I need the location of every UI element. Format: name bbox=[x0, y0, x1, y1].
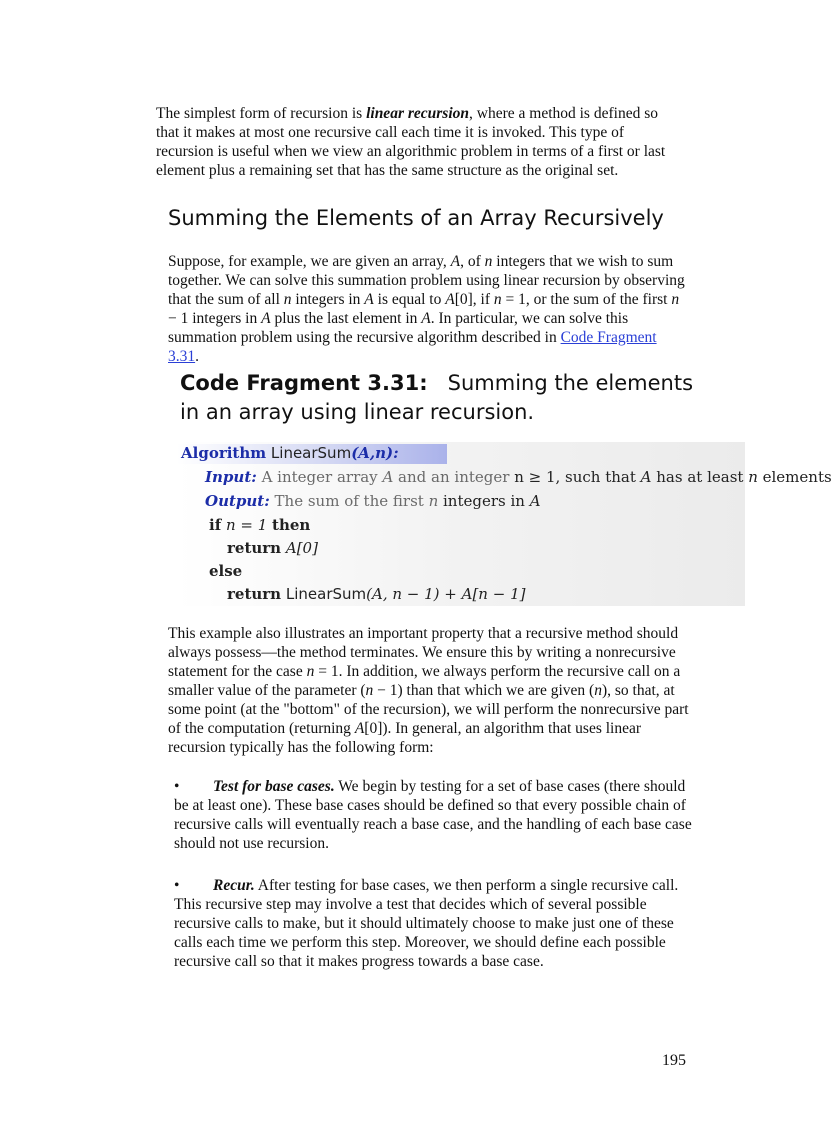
para2-text: − 1 integers in bbox=[168, 310, 262, 327]
algorithm-signature: (A,n): bbox=[351, 444, 399, 462]
return-keyword: return bbox=[227, 585, 282, 603]
code-fragment-label: Code Fragment 3.31: bbox=[180, 371, 428, 395]
termination-paragraph bbox=[168, 624, 698, 757]
math-var: n bbox=[428, 492, 439, 510]
para2-text: is equal to bbox=[373, 291, 446, 308]
intro-text-2: , where a method is defined so that it makes at most one recursive call each time it is invoked. This type of recursion is useful when we view an algorithmic problem in terms of a first or last element plus a remaining set that has the same structure as the original set. bbox=[156, 105, 666, 179]
input-text: and an integer bbox=[393, 468, 515, 486]
math-var: n bbox=[594, 682, 602, 699]
code-fragment-title bbox=[180, 369, 700, 427]
output-label: Output: bbox=[205, 492, 270, 510]
intro-paragraph bbox=[156, 104, 676, 180]
para2-text: [0], if bbox=[454, 291, 494, 308]
para2-text: Suppose, for example, we are given an array, bbox=[168, 253, 451, 270]
summation-paragraph bbox=[168, 252, 688, 366]
algorithm-name: LinearSum bbox=[270, 444, 352, 462]
input-condition: n ≥ 1, such that bbox=[514, 468, 641, 486]
algorithm-if-line bbox=[209, 516, 310, 534]
math-var: A bbox=[640, 468, 652, 486]
bullet-marker: • bbox=[174, 778, 180, 795]
return-base-value: A[0] bbox=[285, 539, 318, 557]
para3-text: − 1) than that which we are given ( bbox=[373, 682, 595, 699]
math-var: n bbox=[748, 468, 758, 486]
bullet-text: After testing for base cases, we then perform a single recursive call. This recursive step may involve a test that decides which of several possible recursive calls to make, but it should ultimately choose to make just one of these calls each time we perform this step. Moreover, we should define each possible recursive call so that it makes progress towards a base case. bbox=[174, 877, 679, 970]
page-number: 195 bbox=[662, 1052, 686, 1069]
algorithm-return-base-line bbox=[227, 539, 318, 557]
para2-text: . bbox=[195, 348, 199, 365]
math-var: A bbox=[364, 291, 374, 308]
math-var: n bbox=[365, 682, 374, 699]
para2-text: integers that we wish to sum together. We can solve this summation problem using linear recursion by observing that the sum of all bbox=[168, 253, 685, 308]
math-var: A bbox=[445, 291, 455, 308]
para3-text: = 1. In addition, we always perform the recursive call on a smaller value of the parameter ( bbox=[168, 663, 681, 699]
para2-text: = 1, or the sum of the first bbox=[501, 291, 672, 308]
para2-text: integers in bbox=[291, 291, 365, 308]
then-keyword: then bbox=[272, 516, 311, 534]
math-var: A bbox=[450, 253, 461, 270]
math-var: A bbox=[354, 720, 365, 737]
code-fragment-caption: Summing the elements in an array using linear recursion. bbox=[180, 371, 694, 424]
para3-text: ), so that, at some point (at the "bottom" of the recursion), we will perform the nonrecursive part of the computation (returning bbox=[168, 682, 689, 737]
if-keyword: if bbox=[209, 516, 222, 534]
math-var: n bbox=[671, 291, 680, 308]
bullet-marker: • bbox=[174, 877, 180, 894]
math-var: A bbox=[421, 310, 431, 327]
para3-text: This example also illustrates an important property that a recursive method should always possess—the method terminates. We ensure this by writing a nonrecursive statement for the case bbox=[168, 625, 679, 680]
bullet-item bbox=[174, 876, 694, 971]
output-text: integers in bbox=[438, 492, 530, 510]
math-var: A bbox=[529, 492, 541, 510]
algorithm-header-line bbox=[181, 444, 399, 462]
math-var: n bbox=[283, 291, 292, 308]
bullet-heading: Recur. bbox=[213, 877, 255, 894]
algorithm-keyword: Algorithm bbox=[181, 444, 267, 462]
bullet-heading: Test for base cases. bbox=[213, 778, 335, 795]
algorithm-output-line bbox=[205, 492, 541, 510]
math-var: n bbox=[484, 253, 493, 270]
math-var: n bbox=[493, 291, 502, 308]
linear-recursion-term: linear recursion bbox=[366, 105, 470, 122]
algorithm-figure bbox=[177, 442, 832, 606]
algorithm-input-line bbox=[205, 468, 832, 486]
if-condition: n = 1 bbox=[225, 516, 268, 534]
para2-text: plus the last element in bbox=[270, 310, 422, 327]
para3-text: [0]). In general, an algorithm that uses linear recursion typically has the following form: bbox=[168, 720, 642, 756]
para2-text: , of bbox=[460, 253, 485, 270]
para2-text: . In particular, we can solve this summation problem using the recursive algorithm described in bbox=[168, 310, 629, 346]
intro-text-1: The simplest form of recursion is bbox=[156, 105, 367, 122]
return-keyword: return bbox=[227, 539, 282, 557]
else-keyword: else bbox=[209, 562, 243, 580]
input-text: A integer array bbox=[261, 468, 383, 486]
bullet-item bbox=[174, 777, 694, 853]
recursive-call-args: (A, n − 1) + A[n − 1] bbox=[366, 585, 526, 603]
recursive-call-name: LinearSum bbox=[285, 585, 367, 603]
math-var: A bbox=[382, 468, 394, 486]
input-text: has at least bbox=[651, 468, 749, 486]
bullet-text: We begin by testing for a set of base cases (there should be at least one). These base cases should be defined so that every possible chain of recursive calls will eventually reach a base case, and the handling of each base case should not use recursion. bbox=[174, 778, 692, 852]
input-text: elements bbox=[757, 468, 832, 486]
algorithm-else-line bbox=[209, 562, 242, 580]
algorithm-return-recursive-line bbox=[227, 585, 525, 603]
math-var: n bbox=[306, 663, 315, 680]
code-fragment-link[interactable]: Code Fragment 3.31 bbox=[168, 329, 657, 365]
section-heading: Summing the Elements of an Array Recursively bbox=[168, 206, 664, 230]
math-var: A bbox=[261, 310, 271, 327]
input-label: Input: bbox=[205, 468, 257, 486]
output-text: The sum of the first bbox=[274, 492, 429, 510]
